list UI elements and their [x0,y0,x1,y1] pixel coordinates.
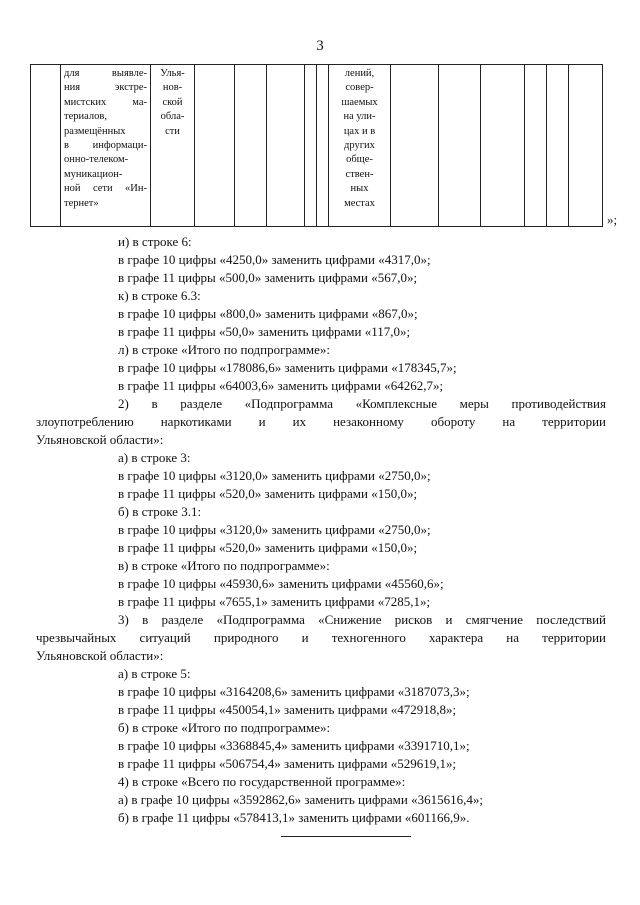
text-line: Ульяновской области»: [36,648,164,663]
text-line: б) в строке «Итого по подпрограмме»: [118,720,331,735]
cell-line: ной сети «Ин- [64,183,147,195]
text-line: а) в строке 5: [118,666,191,681]
cell-line: мистских ма- [64,96,147,108]
text-line: в графе 10 цифры «4250,0» заменить цифрами «4317,0»; [118,252,431,267]
text-line: а) в строке 3: [118,450,191,465]
table-closing-quote: »; [607,212,618,227]
table-cell-indicator [329,65,391,227]
cell-line: в информаци- [64,140,147,152]
cell-line: ных [350,183,369,195]
table-cell-empty-5 [305,65,317,227]
cell-line: на ули- [343,111,376,123]
cell-line: ствен- [345,168,374,180]
table-cell-empty-7 [391,65,439,227]
table-cell-empty-3 [235,65,267,227]
text-line: в графе 10 цифры «3164208,6» заменить цифрами «3187073,3»; [118,684,470,699]
table-cell-empty-6 [317,65,329,227]
table-cell-empty-12 [569,65,603,227]
cell-line: ской [162,96,183,108]
cell-line: других [344,140,375,152]
text-line: в графе 10 цифры «3120,0» заменить цифрами «2750,0»; [118,522,431,537]
text-line: в) в строке «Итого по подпрограмме»: [118,558,330,573]
text-line: Ульяновской области»: [36,432,164,447]
text-line: чрезвычайных ситуаций природного и техногенного характера на территории [36,630,606,645]
text-line: злоупотреблению наркотиками и их незаконному обороту на территории [36,414,606,429]
text-line: к) в строке 6.3: [118,288,201,303]
closing-rule [281,836,411,837]
cell-line: нов- [162,82,183,94]
cell-line: размещённых [64,125,126,137]
cell-line: местах [344,197,375,209]
cell-line: обще- [346,154,373,166]
table-cell-empty-1 [31,65,61,227]
cell-line: муникацион- [64,168,123,180]
table-cell-empty-4 [267,65,305,227]
text-line: в графе 10 цифры «800,0» заменить цифрами «867,0»; [118,306,418,321]
text-line: в графе 11 цифры «50,0» заменить цифрами «117,0»; [118,324,411,339]
text-line: в графе 11 цифры «7655,1» заменить цифрами «7285,1»; [118,594,431,609]
cell-line: цах и в [343,125,376,137]
cell-line: тернет» [64,197,99,209]
text-line: б) в графе 11 цифры «578413,1» заменить цифрами «601166,9». [118,810,470,825]
text-line: б) в строке 3.1: [118,504,202,519]
cell-line: лений, [344,68,375,79]
cell-line: обла- [160,111,185,123]
text-line: в графе 11 цифры «520,0» заменить цифрами «150,0»; [118,486,418,501]
cell-line: онно-телеком- [64,154,129,166]
text-line: и) в строке 6: [118,234,192,249]
text-line: л) в строке «Итого по подпрограмме»: [118,342,331,357]
table-cell-empty-2 [195,65,235,227]
table-cell-description [61,65,151,227]
text-line: 2) в разделе «Подпрограмма «Комплексные меры противодействия [118,396,606,411]
text-line: в графе 11 цифры «64003,6» заменить цифрами «64262,7»; [118,378,444,393]
cell-line: ния экстре- [64,82,147,94]
table-cell-empty-10 [525,65,547,227]
text-line: в графе 11 цифры «450054,1» заменить цифрами «472918,8»; [118,702,457,717]
cell-line: совер- [345,82,374,94]
table-cell-empty-8 [439,65,481,227]
page-number: 3 [316,38,324,54]
cell-line: сти [165,125,180,137]
table-row [31,65,603,227]
text-line: 3) в разделе «Подпрограмма «Снижение рисков и смягчение последствий [118,612,606,627]
cell-line: териалов, [64,111,107,123]
text-line: в графе 10 цифры «178086,6» заменить цифрами «178345,7»; [118,360,457,375]
table-cell-empty-9 [481,65,525,227]
text-line: в графе 10 цифры «45930,6» заменить цифрами «45560,6»; [118,576,444,591]
table-cell-region [151,65,195,227]
text-line: в графе 11 цифры «506754,4» заменить цифрами «529619,1»; [118,756,457,771]
text-line: в графе 11 цифры «500,0» заменить цифрами «567,0»; [118,270,418,285]
text-line: в графе 11 цифры «520,0» заменить цифрами «150,0»; [118,540,418,555]
cell-line: шаемых [341,96,378,108]
text-line: а) в графе 10 цифры «3592862,6» заменить цифрами «3615616,4»; [118,792,483,807]
cell-line: для выявле- [64,68,147,79]
text-line: в графе 10 цифры «3368845,4» заменить цифрами «3391710,1»; [118,738,470,753]
text-line: в графе 10 цифры «3120,0» заменить цифрами «2750,0»; [118,468,431,483]
table-cell-empty-11 [547,65,569,227]
cell-line: Улья- [160,68,185,79]
text-line: 4) в строке «Всего по государственной программе»: [118,774,406,789]
table-fragment [30,64,603,227]
